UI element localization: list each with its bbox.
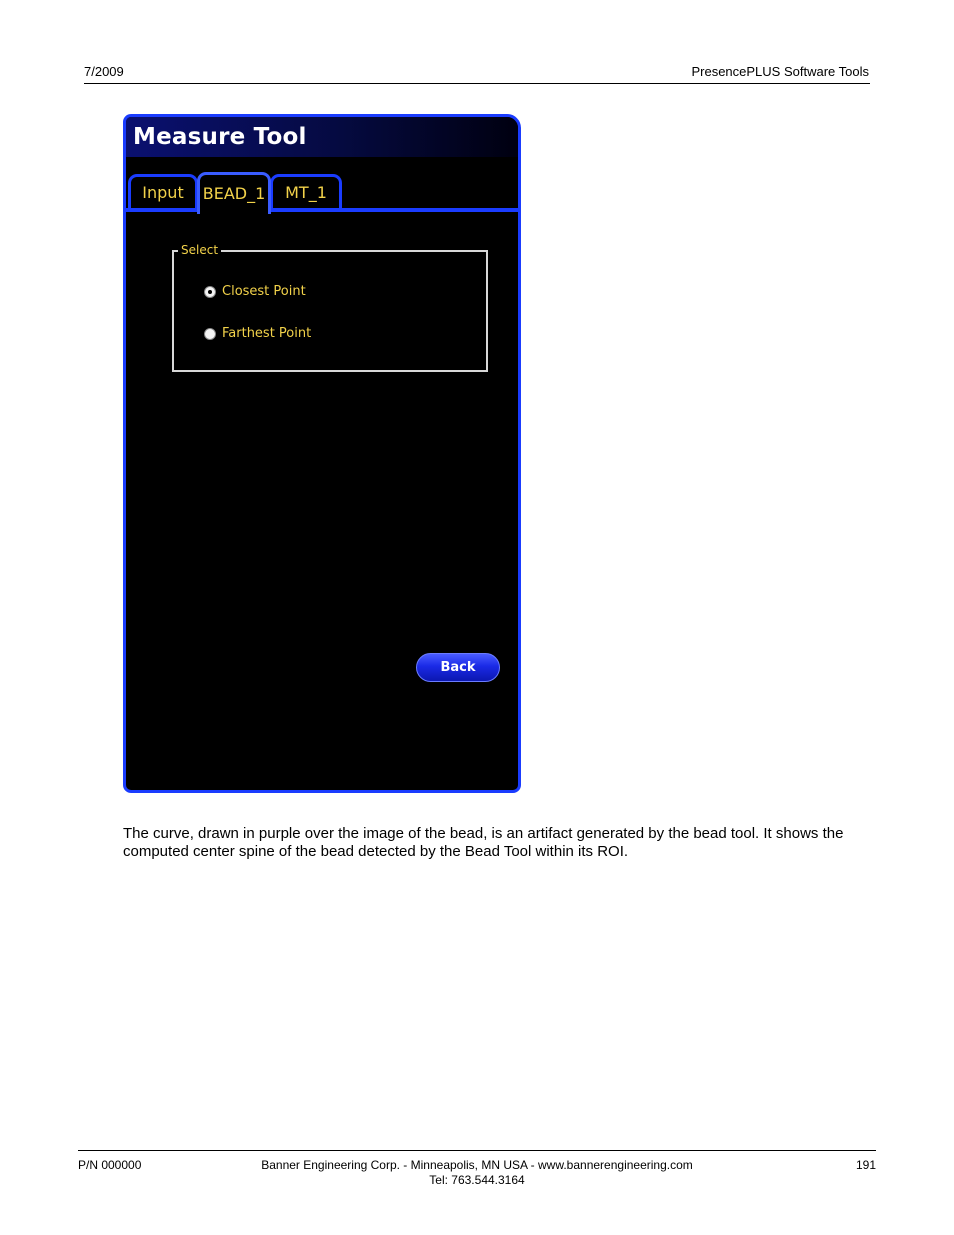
window-title: Measure Tool — [133, 124, 307, 150]
select-groupbox — [172, 243, 488, 372]
select-legend: Select — [178, 243, 221, 257]
measure-tool-screenshot — [123, 114, 521, 793]
header-rule — [84, 83, 870, 84]
radio-farthest-point[interactable] — [204, 326, 311, 341]
tab-strip-border — [126, 208, 518, 212]
radio-farthest-point-label: Farthest Point — [222, 326, 312, 341]
radio-closest-point[interactable] — [204, 284, 306, 299]
footer-company-line: Banner Engineering Corp. - Minneapolis, MN USA - www.bannerengineering.com — [261, 1158, 693, 1172]
radio-closest-point-label: Closest Point — [222, 284, 306, 299]
caption-paragraph: The curve, drawn in purple over the image of the bead, is an artifact generated by the bead tool. It shows the computed center spine of the bead detected by the Bead Tool within its ROI. — [123, 825, 844, 860]
header-date: 7/2009 — [84, 64, 124, 79]
back-button[interactable]: Back — [416, 653, 500, 682]
footer-part-number: P/N 000000 — [78, 1158, 142, 1172]
radio-checked-icon[interactable] — [204, 286, 216, 298]
footer-rule — [78, 1150, 876, 1151]
footer-company-info — [200, 1158, 754, 1188]
footer-tel-line: Tel: 763.544.3164 — [429, 1173, 525, 1187]
header-doc-title: PresencePLUS Software Tools — [691, 64, 869, 79]
radio-unchecked-icon[interactable] — [204, 328, 216, 340]
title-bar — [126, 117, 518, 157]
tab-mt-1[interactable]: MT_1 — [270, 174, 342, 208]
tab-input[interactable]: Input — [128, 174, 198, 208]
footer-page-number: 191 — [855, 1158, 876, 1172]
tab-bead-1[interactable]: BEAD_1 — [197, 172, 271, 214]
